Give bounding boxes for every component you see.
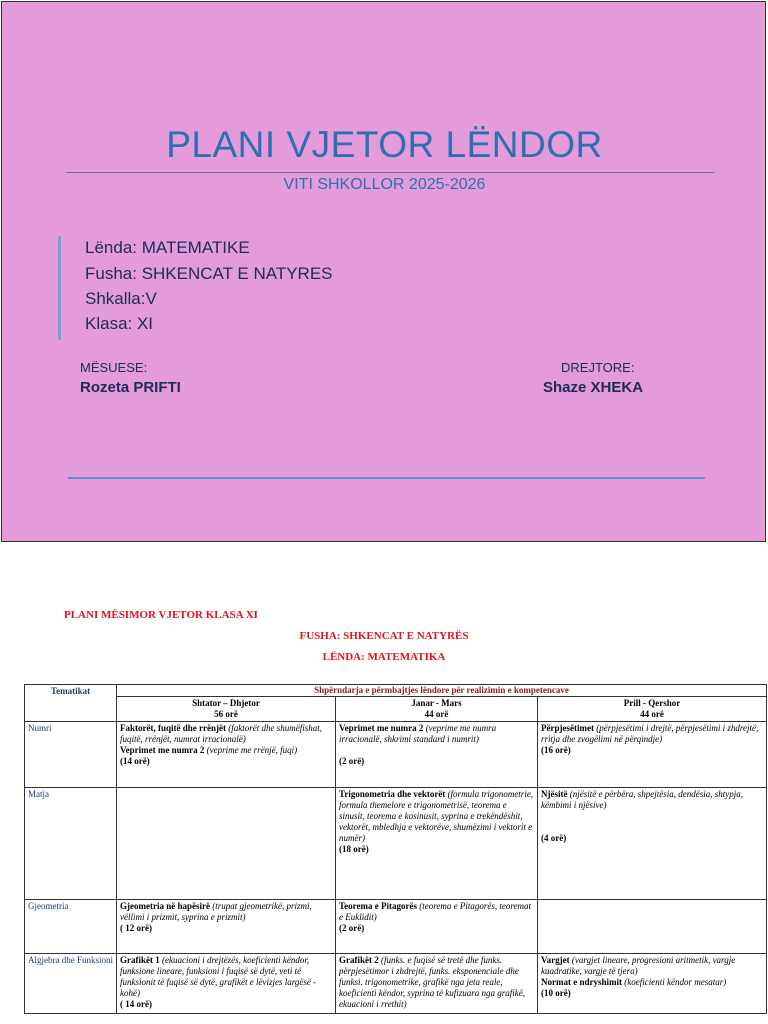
content-cell: Veprimet me numra 2 (veprime me numra irracionalë, shkrimi standard i numrit) (2 orë) xyxy=(336,722,538,788)
table-row xyxy=(25,788,767,900)
school-year: VITI SHKOLLOR 2025-2026 xyxy=(283,176,486,193)
table-row xyxy=(25,900,767,954)
teacher-name: Rozeta PRIFTI xyxy=(80,379,181,396)
plan-subject: LËNDA: MATEMATIKA xyxy=(322,651,446,663)
content-cell xyxy=(117,788,336,900)
content-cell: Vargjet (vargjet lineare, progresioni aritmetik, vargje kuadratike, vargje të tjera) Normat e ndryshimit (koeficienti këndor mesatar) (10 orë) xyxy=(538,954,767,1014)
period-header: Janar - Mars 44 orë xyxy=(336,697,538,722)
document-title: PLANI VJETOR LËNDOR xyxy=(166,124,603,165)
table-row xyxy=(25,722,767,788)
table-row xyxy=(25,954,767,1014)
teacher-role: MËSUESE: xyxy=(80,360,148,375)
theme-cell: Gjeometria xyxy=(25,900,117,954)
class-label: Klasa: XI xyxy=(85,314,154,333)
content-cell: Teorema e Pitagorës (teorema e Pitagorës, teoremat e Euklidit) (2 orë) xyxy=(336,900,538,954)
content-cell: Përpjesëtimet (përpjesëtimi i drejtë, përpjesëtimi i zhdrejtë, rritja dhe zvogëlimi në përqindje) (16 orë) xyxy=(538,722,767,788)
content-cell: Grafikët 2 (funks. e fuqisë së tretë dhe funks. përpjesëtimor i zhdrejtë, funks. eksponenciale dhe funksi. trigonometrike, grafikë nga jeta reale, koeficienti këndor, syprina të kufizuara nga grafikë, ekuacioni i rrethit) xyxy=(336,954,538,1014)
plan-heading: PLANI MËSIMOR VJETOR KLASA XI xyxy=(64,609,258,621)
period-header: Shtator – Dhjetor 56 orë xyxy=(117,697,336,722)
level-label: Shkalla:V xyxy=(85,289,157,308)
info-accent-bar xyxy=(58,236,61,340)
cover-bottom-divider xyxy=(68,477,705,479)
field-label: Fusha: SHKENCAT E NATYRES xyxy=(85,264,333,283)
period-header: Prill - Qershor 44 orë xyxy=(538,697,767,722)
plan-field: FUSHA: SHKENCAT E NATYRËS xyxy=(299,630,469,642)
content-cell: Grafikët 1 (ekuacioni i drejtëzës, koeficienti këndor, funksione lineare, funksioni i fuqisë së dytë, veti të funksionit të fuqisë së dytë, grafikët e lëvizjes largësë -kohë) ( 14 orë) xyxy=(117,954,336,1014)
cover-page xyxy=(1,1,766,542)
title-divider xyxy=(66,172,714,173)
content-cell: Njësitë (njësitë e përbëra, shpejtësia, dendësia, shtypja, këmbimi i njësive) (4 orë) xyxy=(538,788,767,900)
header-themes: Tematikat xyxy=(25,685,117,722)
subject-label: Lënda: MATEMATIKE xyxy=(85,238,250,257)
theme-cell: Algjebra dhe Funksioni xyxy=(25,954,117,1014)
theme-cell: Numri xyxy=(25,722,117,788)
content-cell xyxy=(538,900,767,954)
annual-plan-table xyxy=(24,684,767,1014)
content-cell: Trigonometria dhe vektorët (formula trigonometrie, formula themelore e trigonometrisë, teorema e sinusit, teorema e kosinusit, syprina e trekëndëshit, vektorët, mbledhja e vektorëve, shumëzimi i vektorit e numër) (18 orë) xyxy=(336,788,538,900)
content-cell: Gjeometria në hapësirë (trupat gjeometrikë, prizmi, vëllimi i prizmit, syprina e prizmit) ( 12 orë) xyxy=(117,900,336,954)
director-name: Shaze XHEKA xyxy=(543,379,644,396)
header-distribution: Shpërndarja e përmbajtjes lëndore për realizimin e kompetencave xyxy=(117,685,767,697)
content-cell: Faktorët, fuqitë dhe rrënjët (faktorët dhe shumëfishat, fuqitë, rrënjët, numrat irracionalë) Veprimet me numra 2 (veprime me rrënjë, fuqi) (14 orë) xyxy=(117,722,336,788)
theme-cell: Matja xyxy=(25,788,117,900)
director-role: DREJTORE: xyxy=(561,360,635,375)
